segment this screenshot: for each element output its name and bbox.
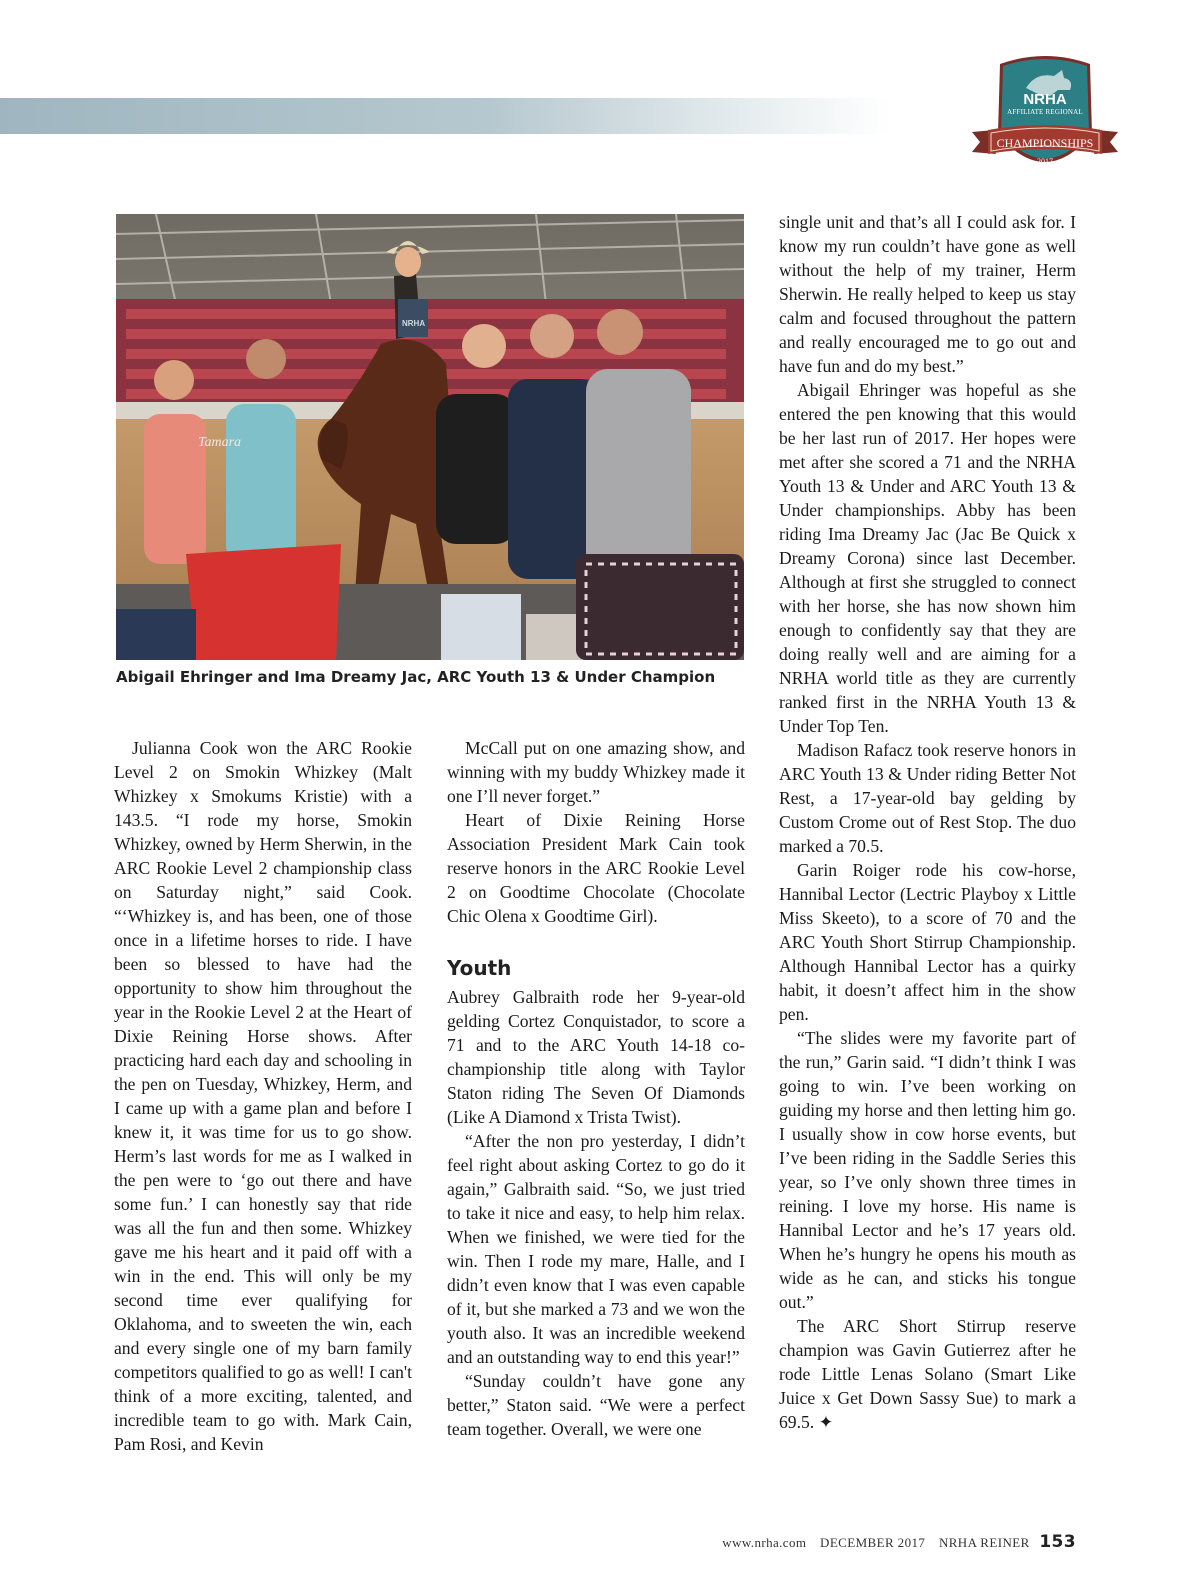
page-footer — [712, 1532, 1076, 1552]
logo-banner: CHAMPIONSHIPS — [996, 136, 1094, 150]
logo-year: 2017 — [1037, 157, 1053, 166]
paragraph: Aubrey Galbraith rode her 9-year-old gelding Cortez Conquistador, to score a 71 and to the ARC Youth 14-18 co-championship title along with Taylor Staton riding The Seven Of Diamonds (Like A Diamond x Trista Twist). — [447, 987, 745, 1127]
award-photo — [116, 214, 744, 660]
footer-issue: DECEMBER 2017 — [820, 1535, 926, 1550]
photo-shirt-text: Tamara — [198, 435, 242, 450]
footer-website: www.nrha.com — [722, 1535, 807, 1550]
paragraph: “After the non pro yesterday, I didn’t feel right about asking Cortez to go do it again,” Galbraith said. “So, we just tried to take it nice and easy, to help him relax. When we finished, we were tied for the win. Then I rode my mare, Halle, and I didn’t even know that I was even capable of it, but she marked a 73 and we won the youth also. It was an incredible weekend and an outstanding way to end this year!” — [447, 1131, 745, 1367]
paragraph: “The slides were my favorite part of the run,” Garin said. “I didn’t think I was going to win. I’ve been working on guiding my horse and then letting him go. I usually show in cow horse events, but I’ve been riding in the Saddle Series this year, so I’ve only shown three times in reining. I love my horse. His name is Hannibal Lector and he’s 17 years old. When he’s hungry he opens his mouth as wide as he can, and sticks his tongue out.” — [779, 1028, 1076, 1312]
logo-title: NRHA — [1023, 91, 1067, 108]
footer-magazine: NRHA REINER — [938, 1535, 1030, 1550]
article-column-3 — [779, 210, 1076, 1434]
photo-caption: Abigail Ehringer and Ima Dreamy Jac, ARC Youth 13 & Under Champion — [116, 668, 716, 686]
article-column-1 — [114, 736, 412, 1456]
article-column-2 — [447, 736, 745, 1441]
section-heading-youth: Youth — [447, 956, 512, 980]
page-number: 153 — [1039, 1532, 1076, 1552]
paragraph: Heart of Dixie Reining Horse Association President Mark Cain took reserve honors in the ARC Rookie Level 2 on Goodtime Chocolate (Chocolate Chic Olena x Goodtime Girl). — [447, 810, 745, 926]
paragraph: Garin Roiger rode his cow-horse, Hannibal Lector (Lectric Playboy x Little Miss Skeeto), to a score of 70 and the ARC Youth Short Stirrup Championship. Although Hannibal Lector has a quirky habit, it doesn’t affect him in the show pen. — [779, 860, 1076, 1024]
paragraph: Abigail Ehringer was hopeful as she entered the pen knowing that this would be her last run of 2017. Her hopes were met after she scored a 71 and the NRHA Youth 13 & Under and ARC Youth 13 & Under championships. Abby has been riding Ima Dreamy Jac (Jac Be Quick x Dreamy Corona) since last December. Although at first she struggled to connect with her horse, she has now shown him enough to confidently say that they are doing really well and are aiming for a NRHA world title as they are currently ranked first in the NRHA Youth 13 & Under Top Ten. — [779, 380, 1076, 736]
header-band — [0, 98, 890, 134]
paragraph: McCall put on one amazing show, and winning with my buddy Whizkey made it one I’ll never forget.” — [447, 738, 745, 806]
photo-jacket-text: NRHA — [402, 319, 426, 328]
logo-subtitle: AFFILIATE REGIONAL — [1007, 108, 1083, 116]
paragraph: The ARC Short Stirrup reserve champion was Gavin Gutierrez after he rode Little Lenas Solano (Smart Like Juice x Get Down Sassy Sue) to mark a 69.5. ✦ — [779, 1316, 1076, 1432]
paragraph: Julianna Cook won the ARC Rookie Level 2 on Smokin Whizkey (Malt Whizkey x Smokums Kristie) with a 143.5. “I rode my horse, Smokin Whizkey, owned by Herm Sherwin, in the ARC Rookie Level 2 championship class on Saturday night,” said Cook. “‘Whizkey is, and has been, one of those once in a lifetime horses to ride. I have been so blessed to have had the opportunity to show him throughout the year in the Rookie Level 2 at the Heart of Dixie Reining Horse shows. After practicing hard each day and schooling in the pen on Tuesday, Whizkey, Herm, and I came up with a game plan and before I knew it, it was time for us to go show. Herm’s last words for me as I walked in the pen were to ‘go out there and have some fun.’ I can honestly say that ride was all the fun and then some. Whizkey gave me his heart and it paid off with a win in the end. This will only be my second time ever qualifying for Oklahoma, and to sweeten the win, each and every single one of my barn family competitors qualified to go as well! I can't think of a more exciting, talented, and incredible team to go with. Mark Cain, Pam Rosi, and Kevin — [114, 738, 412, 1454]
paragraph: single unit and that’s all I could ask for. I know my run couldn’t have gone as well without the help of my trainer, Herm Sherwin. He really helped to keep us stay calm and focused throughout the pattern and really encouraged me to go out and have fun and do my best.” — [779, 212, 1076, 376]
nrha-championships-logo — [966, 50, 1124, 182]
paragraph: Madison Rafacz took reserve honors in ARC Youth 13 & Under riding Better Not Rest, a 17-year-old bay gelding by Custom Crome out of Rest Stop. The duo marked a 70.5. — [779, 740, 1076, 856]
paragraph: “Sunday couldn’t have gone any better,” Staton said. “We were a perfect team together. Overall, we were one — [447, 1371, 745, 1439]
